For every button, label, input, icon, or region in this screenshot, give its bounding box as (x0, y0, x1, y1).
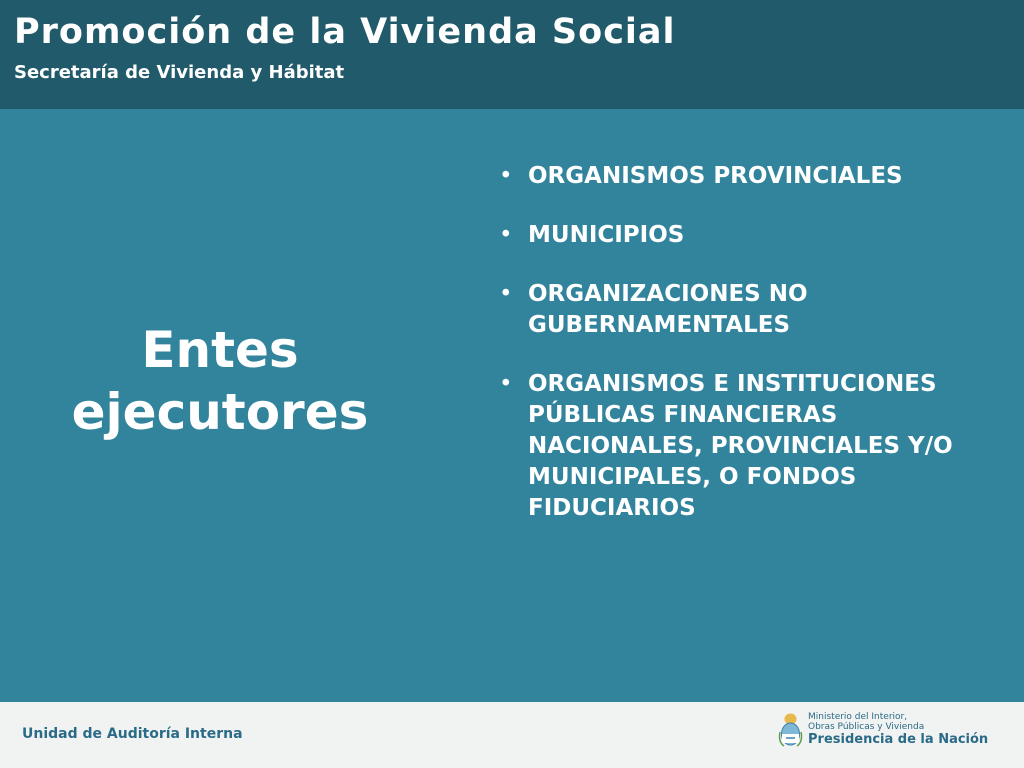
bullet-icon: • (499, 163, 513, 189)
bullet-icon: • (499, 371, 513, 397)
footer-bar (0, 702, 1024, 768)
main-panel (0, 109, 1024, 702)
section-heading-line1: Entes (141, 321, 299, 379)
footer-unit-label: Unidad de Auditoría Interna (22, 726, 243, 742)
presidencia-label: Presidencia de la Nación (808, 732, 989, 747)
entities-list (497, 161, 997, 552)
ministry-line1: Ministerio del Interior, (808, 712, 908, 722)
list-item (497, 369, 997, 524)
page-subtitle: Secretaría de Vivienda y Hábitat (14, 62, 345, 83)
section-heading (30, 319, 410, 443)
list-item (497, 220, 997, 251)
list-item-text: ORGANISMOS E INSTITUCIONES PÚBLICAS FINANCIERAS NACIONALES, PROVINCIALES Y/O MUNICIPALES, O FONDOS FIDUCIARIOS (528, 371, 953, 521)
list-item (497, 279, 997, 341)
ministry-line2: Obras Públicas y Vivienda (808, 722, 925, 732)
page-title: Promoción de la Vivienda Social (14, 12, 676, 52)
bullet-icon: • (499, 281, 513, 307)
section-heading-line2: ejecutores (71, 383, 369, 441)
list-item-text: ORGANISMOS PROVINCIALES (528, 163, 903, 189)
list-item-text: ORGANIZACIONES NO GUBERNAMENTALES (528, 281, 808, 338)
coat-of-arms-icon (778, 710, 803, 748)
bullet-icon: • (499, 222, 513, 248)
ministry-name (808, 712, 924, 732)
list-item-text: MUNICIPIOS (528, 222, 685, 248)
header-bar (0, 0, 1024, 109)
list-item (497, 161, 997, 192)
